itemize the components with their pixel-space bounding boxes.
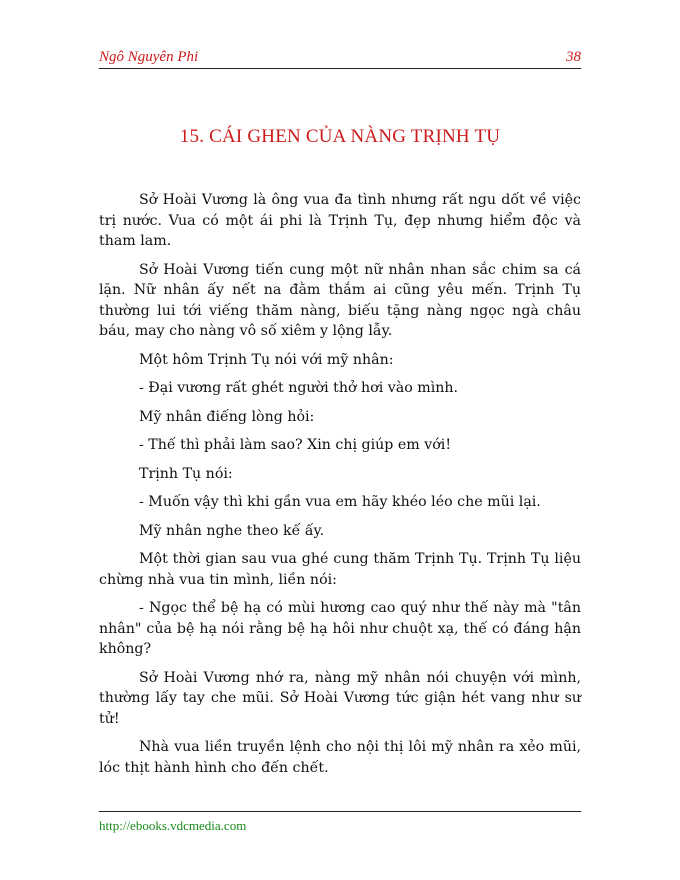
footer-url-link[interactable]: http://ebooks.vdcmedia.com	[99, 818, 247, 833]
paragraph: Nhà vua liền truyền lệnh cho nội thị lôi mỹ nhân ra xẻo mũi, lóc thịt hành hình cho đến chết.	[99, 739, 581, 776]
paragraph: Sở Hoài Vương nhớ ra, nàng mỹ nhân nói chuyện với mình, thường lấy tay che mũi. Sở Hoài Vương tức giận hét vang như sư tử!	[99, 669, 581, 727]
story-body	[99, 190, 581, 786]
page-number: 38	[566, 49, 581, 65]
paragraph: Mỹ nhân nghe theo kế ấy.	[139, 522, 325, 539]
paragraph: Sở Hoài Vương là ông vua đa tình nhưng rất ngu dốt về việc trị nước. Vua có một ái phi là Trịnh Tụ, đẹp nhưng hiểm độc và tham lam.	[99, 192, 581, 249]
paragraph: Trịnh Tụ nói:	[139, 465, 233, 482]
paragraph: Mỹ nhân điếng lòng hỏi:	[139, 408, 315, 425]
paragraph: Một thời gian sau vua ghé cung thăm Trịnh Tụ. Trịnh Tụ liệu chừng nhà vua tin mình, liền nói:	[99, 551, 581, 588]
paragraph: - Thế thì phải làm sao? Xin chị giúp em với!	[139, 437, 452, 453]
paragraph: - Muốn vậy thì khi gần vua em hãy khéo léo che mũi lại.	[139, 494, 541, 510]
footer-divider	[99, 811, 581, 812]
chapter-title: 15. CÁI GHEN CỦA NÀNG TRỊNH TỤ	[179, 126, 501, 147]
page-header	[99, 48, 581, 69]
paragraph: Một hôm Trịnh Tụ nói với mỹ nhân:	[139, 351, 394, 368]
author-name: Ngô Nguyên Phi	[99, 49, 199, 65]
paragraph: Sở Hoài Vương tiến cung một nữ nhân nhan sắc chim sa cá lặn. Nữ nhân ấy nết na đằm thắm ai cũng yêu mến. Trịnh Tụ thường lui tới viếng thăm nàng, biếu tặng nàng ngọc ngà châu báu, may cho nàng vô số xiêm y lộng lẫy.	[99, 261, 581, 339]
paragraph: - Đại vương rất ghét người thở hơi vào mình.	[139, 380, 459, 396]
paragraph: - Ngọc thể bệ hạ có mùi hương cao quý như thế này mà "tân nhân" của bệ hạ nói rằng bệ hạ hôi như chuột xạ, thế có đáng hận không?	[99, 600, 581, 657]
